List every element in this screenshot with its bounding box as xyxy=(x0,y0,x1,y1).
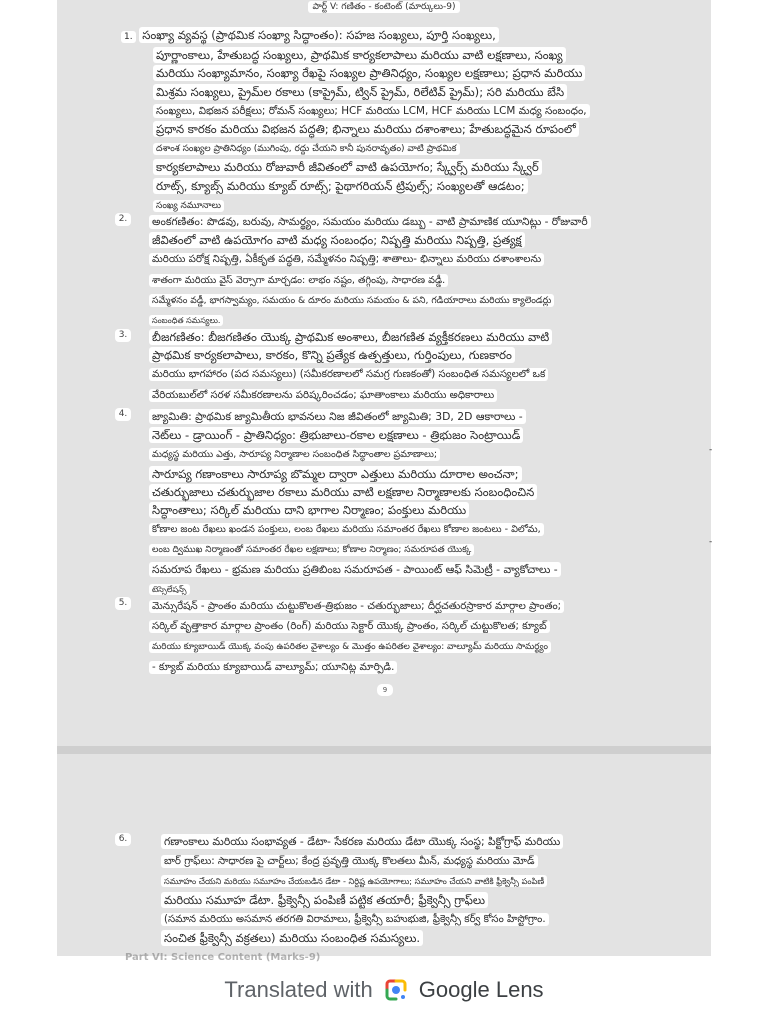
section-number: 6. xyxy=(115,833,131,846)
section-5-text xyxy=(149,596,681,677)
text-line: సంఖ్యలు, విభజన పరీక్షలు; రోమన్ సంఖ్యలు; HCF మరియు LCM, HCF మరియు LCM మధ్య సంబంధం, xyxy=(153,104,590,118)
footer-label: Translated with xyxy=(224,977,373,1002)
document-viewer[interactable] xyxy=(57,0,713,963)
text-line: జ్యామితి: ప్రాథమిక జ్యామితీయ భావనలు నిజ జీవితంలో జ్యామితి; 3D, 2D ఆకారాలు - xyxy=(149,409,526,424)
margin-mark: - xyxy=(709,445,713,455)
page-header-text: పార్ట్ V: గణితం - కంటెంట్ (మార్కులు-9) xyxy=(308,1,459,13)
text-line: బార్ గ్రాఫ్‌లు: సాధారణ పై చార్ట్‌లు; కేంద్ర ప్రవృత్తి యొక్క కొలతలు మీన్, మధ్యస్థ మరియు మోడ్ xyxy=(161,855,538,868)
section-number: 2. xyxy=(115,213,131,226)
section-2 xyxy=(118,212,681,330)
section-5 xyxy=(118,596,681,677)
document-page-1 xyxy=(57,0,711,746)
text-line: సంచిత ఫ్రీక్వెన్సీ వక్రతలు) మరియు సంబంధిత సమస్యలు. xyxy=(161,930,423,946)
text-line: సంఖ్యా వ్యవస్థ (ప్రాథమిక సంఖ్యా సిద్ధాంతం): సహజ సంఖ్యలు, పూర్తి సంఖ్యలు, xyxy=(139,27,499,43)
text-line: జీవితంలో వాటి ఉపయోగం వాటి మధ్య సంబంధం; నిష్పత్తి మరియు నిష్పత్తి, ప్రత్యక్ష xyxy=(149,232,525,248)
section-4 xyxy=(118,407,713,599)
section-4-text xyxy=(149,407,681,599)
text-line: లంబ ద్విముఖ నిర్మాణంతో సమాంతర రేఖల లక్షణాలు; కోణాల నిర్మాణం; సమరూపత యొక్క xyxy=(149,544,474,556)
section-number: 3. xyxy=(115,329,131,342)
text-line: సంఖ్య నమూనాలు xyxy=(153,200,224,212)
margin-mark: - xyxy=(709,537,713,547)
text-line: దశాంశ సంఖ్యల ప్రాతినిధ్యం (ముగింపు, రద్దు చేయని కానీ పునరావృతం) వాటి ప్రాథమిక xyxy=(153,143,460,155)
text-line: కోణాల జంట రేఖలు ఖండన పంక్తులు, లంబ రేఖలు మరియు సమాంతర రేఖలు కోణాల జంటలు - విలోమ, xyxy=(149,523,544,536)
text-line: నెట్‌లు - డ్రాయింగ్ - ప్రాతినిధ్యం: త్రిభుజాలు-రకాల లక్షణాలు - త్రిభుజం సెంట్రాయిడ్ xyxy=(149,427,523,443)
text-line: ప్రధాన కారకం మరియు విభజన పద్ధతి; భిన్నాలు మరియు దశాంశాలు; హేతుబద్ధమైన రూపంలో xyxy=(153,121,579,137)
text-line: మరియు సమూహ డేటా. ఫ్రీక్వెన్సీ పంపిణీ పట్టిక తయారీ; ఫ్రీక్వెన్సీ గ్రాఫ్‌లు xyxy=(161,892,488,908)
page-divider xyxy=(57,746,711,754)
document-page-2 xyxy=(57,754,711,963)
text-line: మరియు భాగహారం (పద సమస్యలు) (సమీకరణాలలో సమగ్ర గుణకంతో) సంబంధిత సమస్యలలో ఒక xyxy=(149,368,548,381)
section-1 xyxy=(121,26,681,215)
text-line: గణాంకాలు మరియు సంభావ్యత - డేటా- సేకరణ మరియు డేటా యొక్క సంస్థ; పిక్టోగ్రాఫ్ మరియు xyxy=(161,834,563,849)
section-3-text xyxy=(149,328,681,405)
text-line: వేరియబుల్‌లో సరళ సమీకరణాలను పరిష్కరించడం; ఘాతాంకాలు మరియు అధికారాలు xyxy=(149,389,497,402)
section-6-text xyxy=(161,832,681,947)
next-part-heading: Part VI: Science Content (Marks-9) xyxy=(125,952,321,963)
text-line: చతుర్భుజాలు చతుర్భుజాల రకాలు మరియు వాటి లక్షణాల నిర్మాణాలకు సంబంధించిన xyxy=(149,484,537,500)
text-line: సారూప్య గణాంకాలు సారూప్య బొమ్మల ద్వారా ఎత్తులు మరియు దూరాల అంచనా; xyxy=(149,466,522,482)
text-line: టెస్సెలేషన్స్ xyxy=(149,584,190,595)
text-line: మరియు క్యూబాయిడ్ యొక్క వంపు ఉపరితల వైశాల్యం & మొత్తం ఉపరితల వైశాల్యం: వాల్యూమ్ మరియు సామర్థ్యం xyxy=(149,641,551,653)
section-3 xyxy=(118,328,681,405)
section-number: 5. xyxy=(115,597,131,610)
text-line: అంకగణితం: పొడవు, బరువు, సామర్థ్యం, సమయం మరియు డబ్బు - వాటి ప్రామాణిక యూనిట్లు - రోజువారీ xyxy=(149,215,591,229)
section-6 xyxy=(118,832,681,947)
text-line: సమ్మేళనం వడ్డీ, భాగస్వామ్యం, సమయం & దూరం మరియు సమయం & పని, గడియారాలు మరియు క్యాలెండర్లు xyxy=(149,294,554,307)
text-line: మిశ్రమ సంఖ్యలు, ప్రైమ్‌ల రకాలు (కాప్రైమ్, ట్విన్ ప్రైమ్, రిలేటివ్ ప్రైమ్); సరి మరియు బేసి xyxy=(153,84,567,100)
text-line: (సమాన మరియు అసమాన తరగతి విరామాలు, ఫ్రీక్వెన్సీ బహుభుజి, ఫ్రీక్వెన్సీ కర్వ్ కోసం హిస్టోగ్రాం. xyxy=(161,913,549,926)
text-line: సమూహం చేయని మరియు సమూహం చేయబడిన డేటా - నిర్దిష్ట ఉపయోగాలు; సమూహం చేయని వాటికి ఫ్రీక్వెన్సీ పంపిణీ xyxy=(161,875,547,887)
text-line: - క్యూబ్ మరియు క్యూబాయిడ్ వాల్యూమ్; యూనిట్ల మార్పిడి. xyxy=(149,661,397,674)
google-lens-icon xyxy=(383,977,409,1003)
text-line: కార్యకలాపాలు మరియు రోజువారీ జీవితంలో వాటి ఉపయోగం; స్క్వేర్స్ మరియు స్క్వేర్ xyxy=(153,159,542,175)
text-line: సమరూప రేఖలు - భ్రమణ మరియు ప్రతిబింబ సమరూపత - పాయింట్ ఆఫ్ సిమెట్రీ - వ్యాకోచాలు - xyxy=(149,562,561,577)
page-header xyxy=(57,2,711,14)
text-line: పూర్ణాంకాలు, హేతుబద్ధ సంఖ్యలు, ప్రాథమిక కార్యకలాపాలు మరియు వాటి లక్షణాలు, సంఖ్య xyxy=(153,47,566,63)
text-line: మరియు పరోక్ష నిష్పత్తి, ఏకీకృత పద్ధతి, సమ్మేళనం నిష్పత్తి; శాతాలు- భిన్నాలు మరియు దశాంశాలను xyxy=(149,253,544,266)
text-line: బీజగణితం: బీజగణితం యొక్క ప్రాథమిక అంశాలు, బీజగణిత వ్యక్తీకరణలు మరియు వాటి xyxy=(149,329,552,345)
section-1-text xyxy=(121,26,681,215)
footer-brand: Google Lens xyxy=(418,977,544,1002)
text-line: శాతంగా మరియు వైస్ వెర్సాగా మార్చడం: లాభం నష్టం, తగ్గింపు, సాధారణ వడ్డీ. xyxy=(149,274,448,287)
translation-footer xyxy=(0,966,768,1014)
section-2-text xyxy=(149,212,681,330)
page-number: 9 xyxy=(377,684,393,696)
text-line: సర్కిల్ వృత్తాకార మార్గాల ప్రాంతం (రింగ్) మరియు సెక్టార్ యొక్క ప్రాంతం, సర్కిల్ చుట్టుకొలత; క్యూబ్ xyxy=(149,620,550,633)
text-line: సిద్ధాంతాలు; సర్కిల్ మరియు దాని భాగాల నిర్మాణం; పంక్తులు మరియు xyxy=(149,502,469,518)
text-line: రూట్స్, క్యూబ్స్ మరియు క్యూబ్ రూట్స్; పైథాగరియన్ ట్రిపుల్స్; సంఖ్యలతో ఆడటం; xyxy=(153,178,528,194)
section-number: 1. xyxy=(121,31,136,43)
text-line: ప్రాథమిక కార్యకలాపాలు, కారకం, కొన్ని ప్రత్యేక ఉత్పత్తులు, గుర్తింపులు, గుణకారం xyxy=(149,347,515,363)
text-line: సంబంధిత సమస్యలు. xyxy=(149,315,223,326)
text-line: మెన్సురేషన్ - ప్రాంతం మరియు చుట్టుకొలత-త్రిభుజం - చతుర్భుజాలు; దీర్ఘచతురస్రాకార మార్గాల ప్రాంతం; xyxy=(149,600,564,613)
section-number: 4. xyxy=(115,408,131,421)
text-line: మధ్యస్థ మరియు ఎత్తు, సారూప్య నిర్మాణాల సంబంధిత సిద్ధాంతాల ప్రమాణాలు; xyxy=(149,448,440,461)
text-line: మరియు సంఖ్యామానం, సంఖ్యా రేఖపై సంఖ్యల ప్రాతినిధ్యం, సంఖ్యల లక్షణాలు; ప్రధాన మరియు xyxy=(153,65,585,81)
